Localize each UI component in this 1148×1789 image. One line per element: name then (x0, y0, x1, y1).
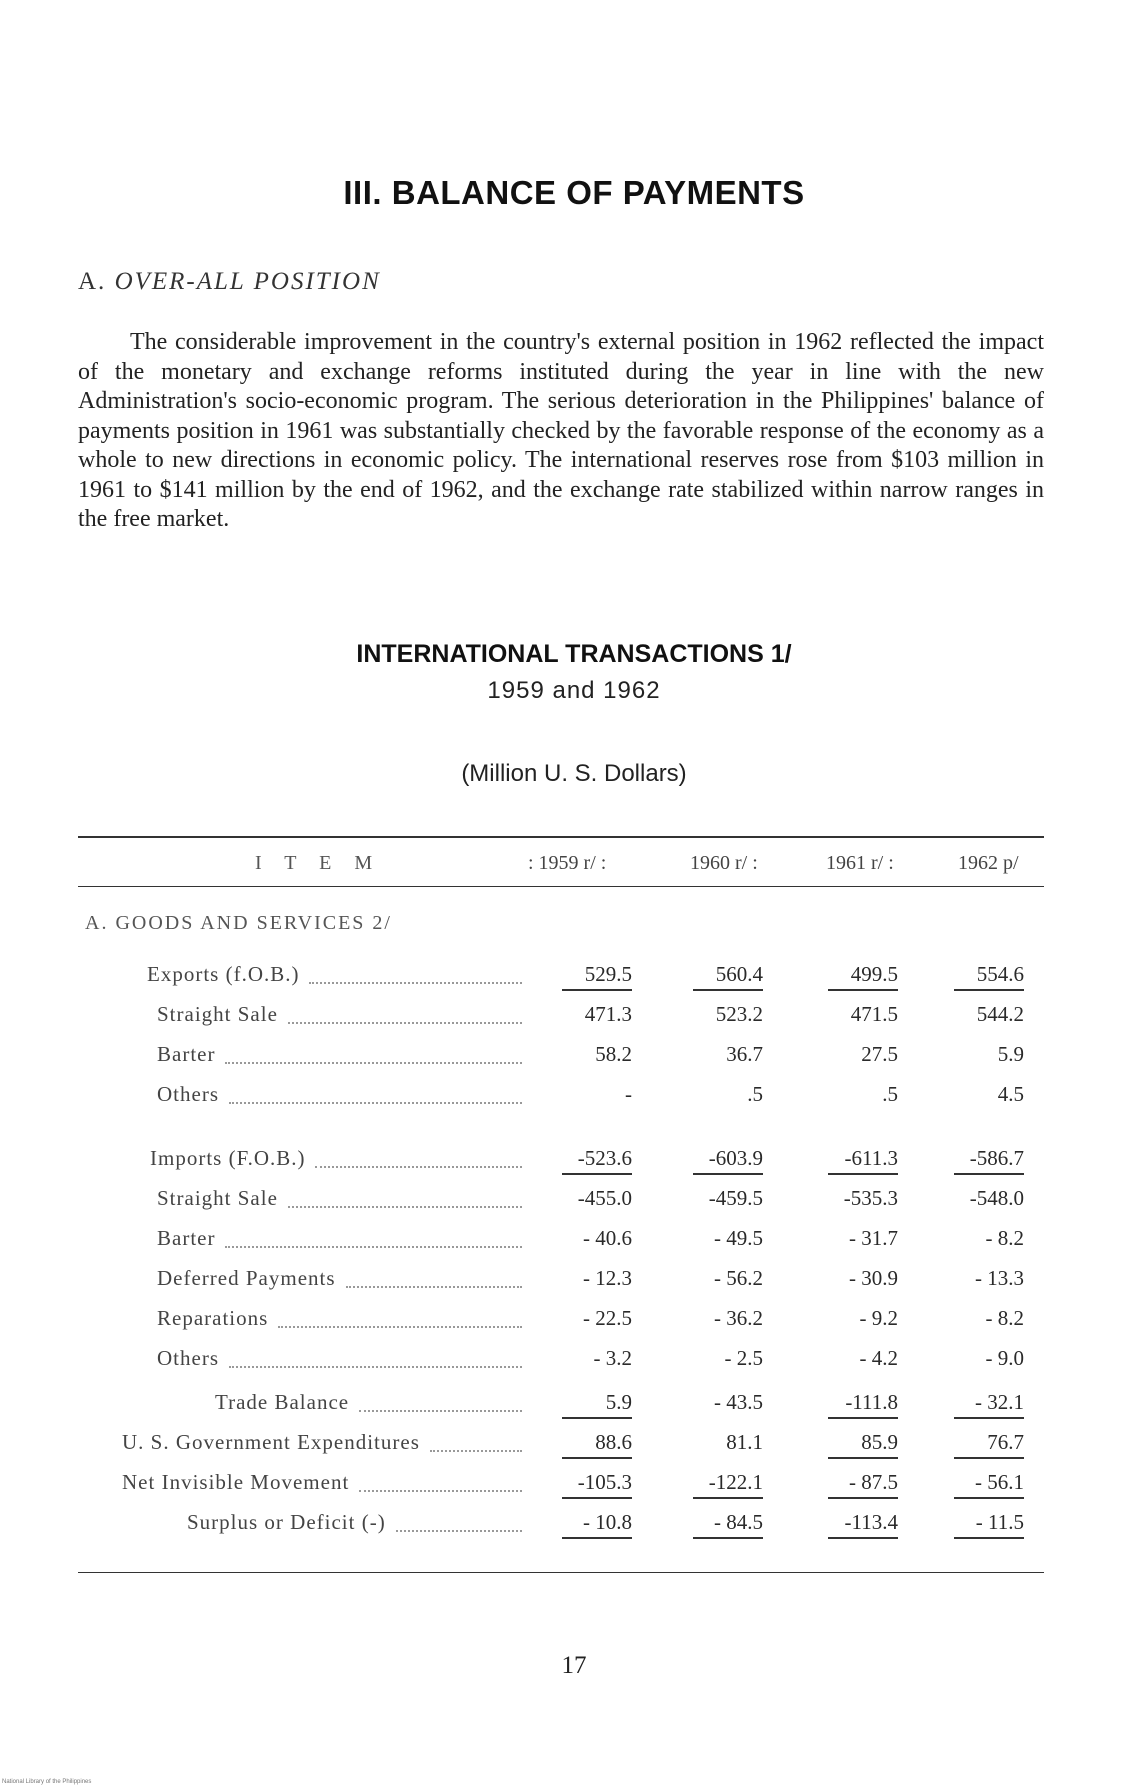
cell-1960: 560.4 (693, 962, 763, 991)
section-letter: A. (78, 268, 107, 295)
leader-dots (278, 1326, 522, 1328)
cell-1960: .5 (747, 1082, 763, 1106)
section-goods-services: A. GOODS AND SERVICES 2/ (85, 912, 392, 934)
cell-1961: -611.3 (828, 1146, 898, 1175)
leader-dots (309, 982, 522, 984)
row-label: Others (157, 1082, 219, 1106)
row-label: Straight Sale (157, 1186, 278, 1210)
cell-1961: - 87.5 (828, 1470, 898, 1499)
row-label: Deferred Payments (157, 1266, 336, 1290)
table-bottom-rule (78, 1572, 1044, 1573)
table-top-rule (78, 836, 1044, 838)
header-1959: : 1959 r/ : (528, 852, 607, 874)
cell-1959: - 22.5 (583, 1306, 632, 1330)
cell-1961: - 4.2 (859, 1346, 898, 1370)
row-label: Others (157, 1346, 219, 1370)
cell-1962: - 8.2 (985, 1226, 1024, 1250)
cell-1962: - 32.1 (954, 1390, 1024, 1419)
cell-1959: 58.2 (595, 1042, 632, 1066)
leader-dots (288, 1206, 522, 1208)
row-label: Barter (157, 1226, 216, 1250)
cell-1961: - 30.9 (849, 1266, 898, 1290)
section-title: OVER-ALL POSITION (114, 268, 381, 295)
cell-1961: 499.5 (828, 962, 898, 991)
row-label: Straight Sale (157, 1002, 278, 1026)
cell-1961: - 9.2 (859, 1306, 898, 1330)
header-1962: 1962 p/ (958, 852, 1019, 874)
cell-1962: -586.7 (954, 1146, 1024, 1175)
cell-1962: 544.2 (976, 1002, 1024, 1026)
cell-1960: -122.1 (693, 1470, 763, 1499)
cell-1962: - 11.5 (954, 1510, 1024, 1539)
cell-1959: - 12.3 (583, 1266, 632, 1290)
cell-1959: 5.9 (562, 1390, 632, 1419)
cell-1961: 27.5 (861, 1042, 898, 1066)
table-years: 1959 and 1962 (487, 677, 661, 704)
leader-dots (229, 1366, 522, 1368)
cell-1959: - 3.2 (593, 1346, 632, 1370)
cell-1962: - 56.1 (954, 1470, 1024, 1499)
cell-1959: 529.5 (562, 962, 632, 991)
row-label: Surplus or Deficit (-) (187, 1510, 386, 1534)
cell-1962: - 13.3 (975, 1266, 1024, 1290)
cell-1959: - 10.8 (562, 1510, 632, 1539)
header-1961: 1961 r/ : (826, 852, 894, 874)
table-header-rule (78, 886, 1044, 887)
cell-1962: - 8.2 (985, 1306, 1024, 1330)
leader-dots (359, 1490, 522, 1492)
row-label: U. S. Government Expenditures (122, 1430, 420, 1454)
cell-1960: 36.7 (726, 1042, 763, 1066)
cell-1960: - 56.2 (714, 1266, 763, 1290)
cell-1962: 4.5 (997, 1082, 1024, 1106)
cell-1960: - 43.5 (714, 1390, 763, 1414)
cell-1959: -105.3 (562, 1470, 632, 1499)
chapter-title: III. BALANCE OF PAYMENTS (343, 174, 805, 211)
cell-1961: -535.3 (843, 1186, 898, 1210)
section-heading (78, 268, 381, 296)
cell-1962: - 9.0 (985, 1346, 1024, 1370)
page-number: 17 (561, 1652, 587, 1679)
cell-1959: - (625, 1082, 632, 1106)
leader-dots (288, 1022, 522, 1024)
leader-dots (359, 1410, 522, 1412)
leader-dots (225, 1246, 522, 1248)
header-1960: 1960 r/ : (690, 852, 758, 874)
cell-1961: -113.4 (828, 1510, 898, 1539)
cell-1960: - 49.5 (714, 1226, 763, 1250)
cell-1959: 471.3 (584, 1002, 632, 1026)
cell-1962: 5.9 (997, 1042, 1024, 1066)
cell-1961: 85.9 (828, 1430, 898, 1459)
cell-1960: -603.9 (693, 1146, 763, 1175)
row-label: Trade Balance (215, 1390, 350, 1414)
leader-dots (346, 1286, 522, 1288)
leader-dots (396, 1530, 522, 1532)
row-label: Barter (157, 1042, 216, 1066)
row-label: Reparations (157, 1306, 269, 1330)
cell-1960: -459.5 (708, 1186, 763, 1210)
cell-1960: - 36.2 (714, 1306, 763, 1330)
cell-1960: - 2.5 (724, 1346, 763, 1370)
header-item: I T E M (255, 852, 382, 874)
leader-dots (225, 1062, 522, 1064)
cell-1959: - 40.6 (583, 1226, 632, 1250)
leader-dots (229, 1102, 522, 1104)
row-label: Exports (f.O.B.) (147, 962, 300, 986)
row-label: Imports (F.O.B.) (150, 1146, 306, 1170)
leader-dots (430, 1450, 522, 1452)
cell-1959: 88.6 (562, 1430, 632, 1459)
cell-1959: -523.6 (562, 1146, 632, 1175)
cell-1962: -548.0 (969, 1186, 1024, 1210)
cell-1961: .5 (882, 1082, 898, 1106)
row-label: Net Invisible Movement (122, 1470, 350, 1494)
cell-1962: 554.6 (954, 962, 1024, 991)
cell-1959: -455.0 (577, 1186, 632, 1210)
intro-paragraph: The considerable improvement in the country's external position in 1962 reflected the impact of the monetary and exchange reforms instituted during the year in line with the new Administration's socio-economic program. The serious deterioration in the Philippines' balance of payments position in 1961 was substantially checked by the favorable response of the economy as a whole to new directions in economic policy. The international reserves rose from $103 million in 1961 to $141 million by the end of 1962, and the exchange rate stabilized within narrow ranges in the free market. (78, 329, 1044, 532)
table-title: INTERNATIONAL TRANSACTIONS 1/ (356, 640, 792, 668)
cell-1960: - 84.5 (693, 1510, 763, 1539)
cell-1961: - 31.7 (849, 1226, 898, 1250)
table-unit: (Million U. S. Dollars) (461, 760, 687, 787)
cell-1962: 76.7 (954, 1430, 1024, 1459)
cell-1960: 81.1 (726, 1430, 763, 1454)
cell-1960: 523.2 (715, 1002, 763, 1026)
leader-dots (315, 1166, 522, 1168)
cell-1961: 471.5 (850, 1002, 898, 1026)
cell-1961: -111.8 (828, 1390, 898, 1419)
footer-credit: National Library of the Philippines (2, 1779, 92, 1785)
